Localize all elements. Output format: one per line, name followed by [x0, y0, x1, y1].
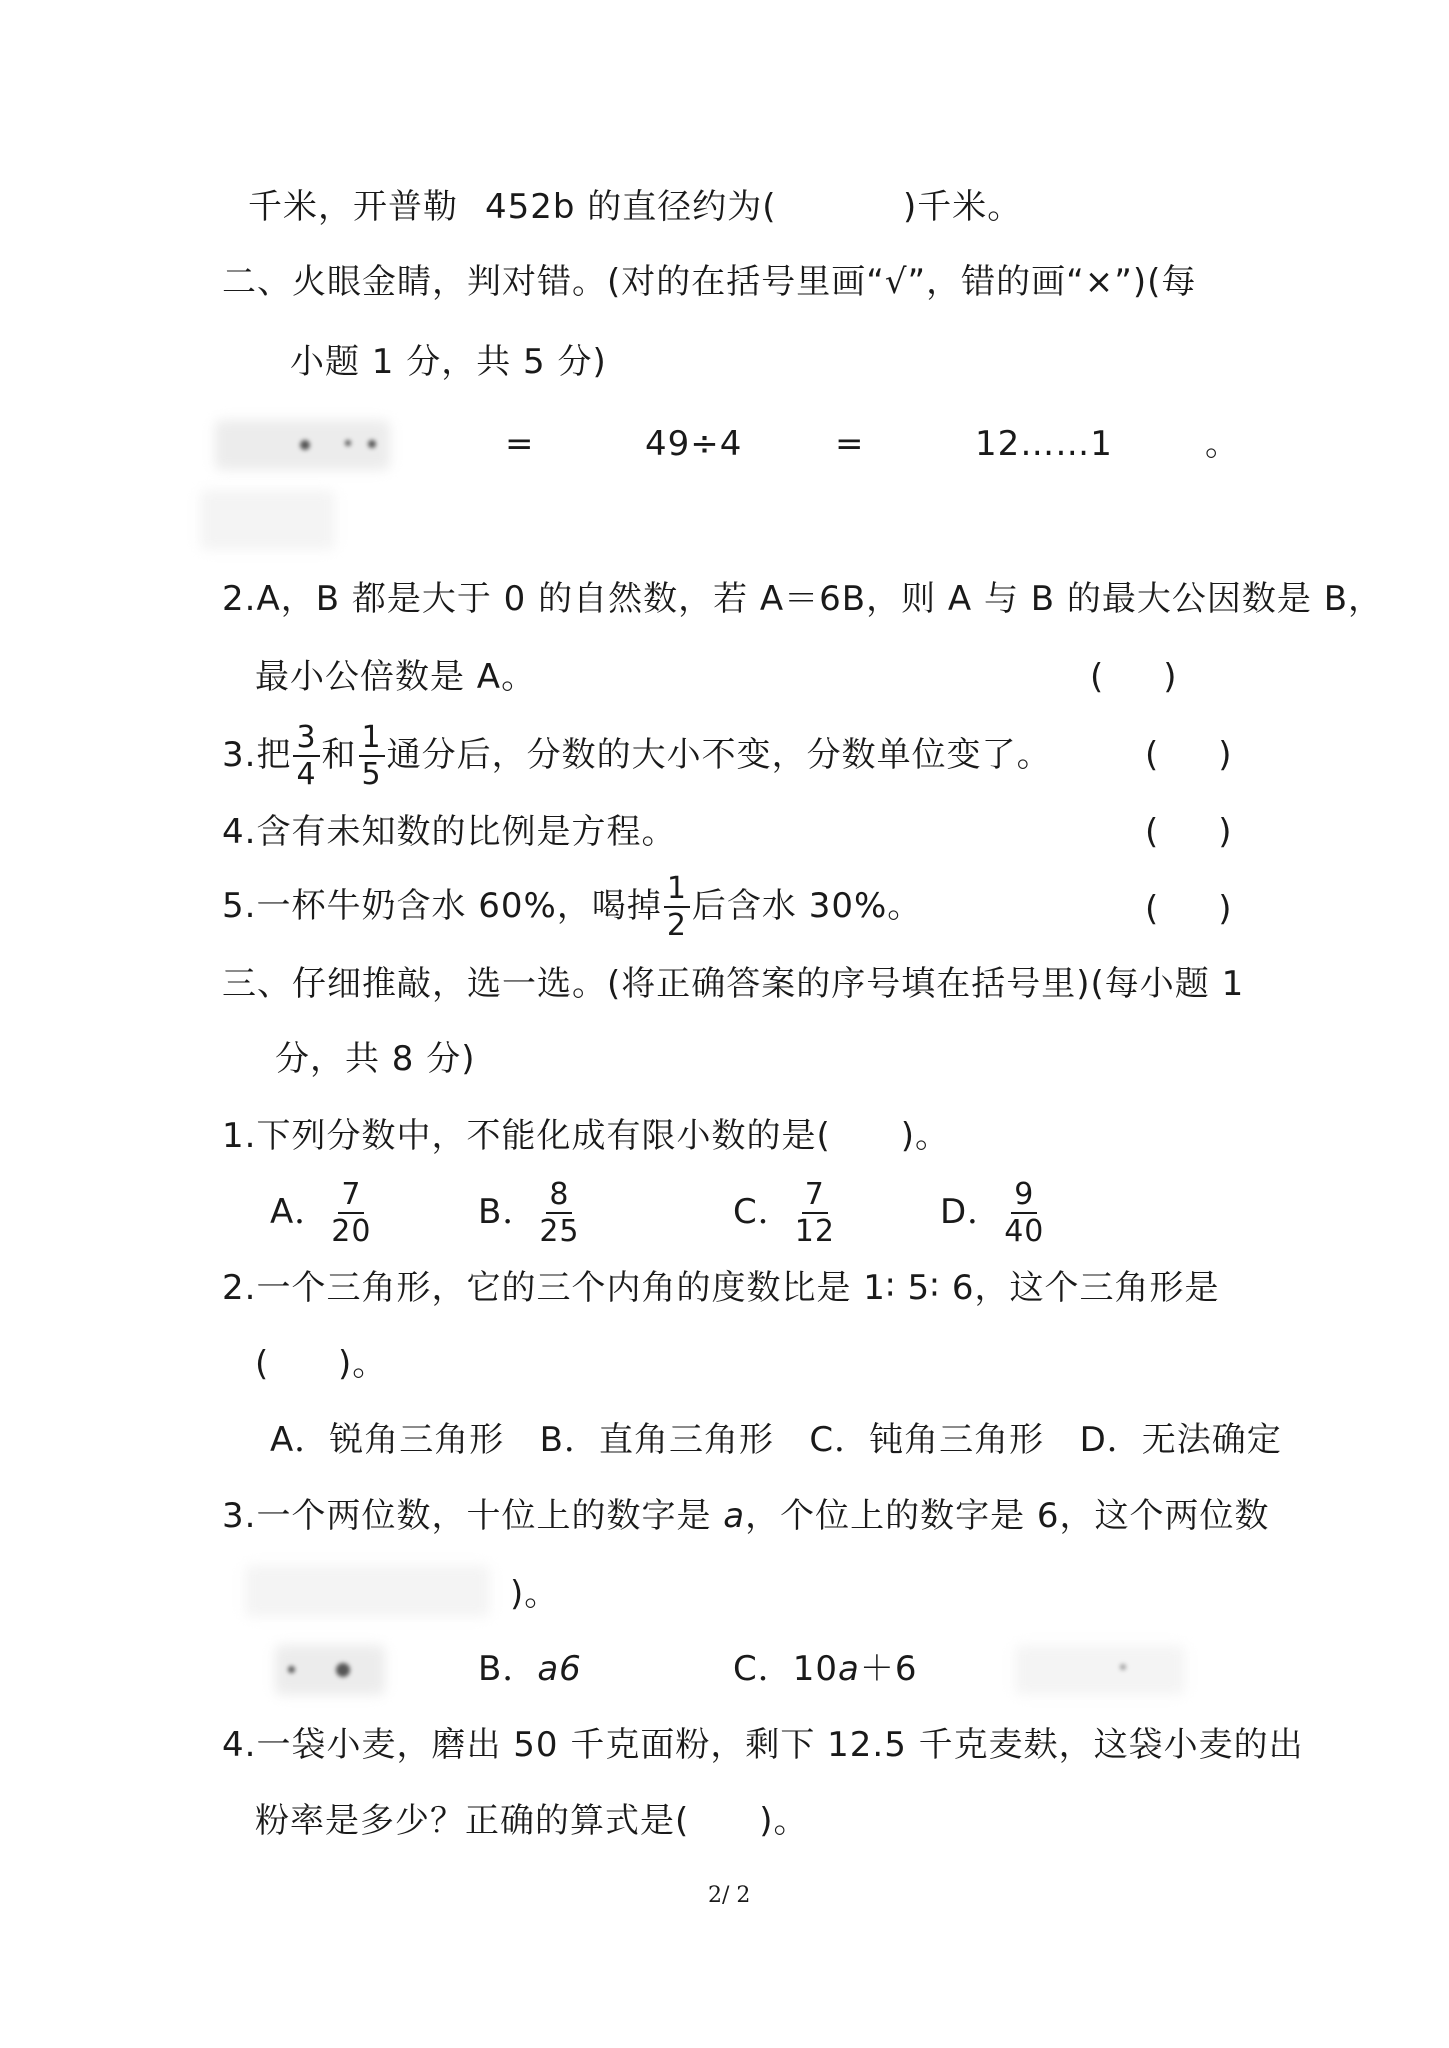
text-kepler-452b: 452b 的直径约为( [485, 187, 777, 227]
q3-post: 通分后，分数的大小不变，分数单位变了。 [386, 735, 1052, 775]
text-km-kepler: 千米，开普勒 [248, 187, 458, 227]
answer-paren-q4[interactable]: () [1145, 812, 1292, 852]
q5-line [222, 873, 922, 941]
mc1-question [222, 1112, 950, 1160]
blur-mark [288, 1666, 295, 1673]
mc3-option-c[interactable]: C．10a＋6 [733, 1649, 918, 1689]
fraction-1-5: $\frac{1}{5}$ [359, 723, 385, 790]
blur-mark [1120, 1664, 1126, 1670]
eq-equals-1: = [505, 424, 535, 464]
mc2-options[interactable]: A．锐角三角形 B．直角三角形 C．钝角三角形 D．无法确定 [270, 1420, 1282, 1460]
fraction-3-4: $\frac{3}{4}$ [293, 723, 319, 790]
section-3-subheading: 分，共 8 分) [275, 1039, 476, 1079]
answer-paren-q2[interactable]: () [1090, 657, 1237, 697]
text-km-end: )千米。 [903, 187, 1023, 227]
eq-period: 。 [1205, 424, 1240, 464]
answer-paren-q3[interactable]: () [1145, 735, 1292, 775]
answer-paren-q5[interactable]: () [1145, 889, 1292, 929]
mc3-line2: )。 [510, 1574, 560, 1614]
mc1-option-b[interactable]: B． $\frac{8}{25}$ [478, 1177, 580, 1249]
q3-mid: 和 [321, 735, 357, 775]
section-2-subheading: 小题 1 分，共 5 分) [290, 342, 607, 382]
mc2-line1: 2.一个三角形，它的三个内角的度数比是 1∶ 5∶ 6，这个三角形是 [222, 1268, 1220, 1308]
section-2-heading: 二、火眼金睛，判对错。(对的在括号里画“√”，错的画“×”)(每 [222, 262, 1197, 302]
blurred-option-d [1015, 1645, 1185, 1695]
fraction-1-2: $\frac{1}{2}$ [664, 874, 690, 941]
blur-mark [368, 440, 376, 448]
mc1-text: 1.下列分数中，不能化成有限小数的是( [222, 1116, 831, 1156]
mc2-paren-close: )。 [338, 1344, 388, 1384]
q5-post: 后含水 30%。 [691, 886, 923, 926]
q5-pre: 5.一杯牛奶含水 60%，喝掉 [222, 886, 662, 926]
q2-line2: 最小公倍数是 A。 [255, 657, 537, 697]
mc3-option-b[interactable]: B．a6 [478, 1649, 582, 1689]
var-a: a [723, 1496, 746, 1536]
blur-mark [300, 440, 310, 450]
blurred-region-q1-below [200, 490, 335, 550]
q2-line1: 2.A，B 都是大于 0 的自然数，若 A＝6B，则 A 与 B 的最大公因数是 B， [222, 579, 1384, 619]
mc1-option-a[interactable]: A． $\frac{7}{20}$ [270, 1177, 372, 1249]
q3-line [222, 722, 1052, 790]
mc4-line2: 粉率是多少？正确的算式是( )。 [255, 1801, 809, 1841]
section-3-heading: 三、仔细推敲，选一选。(将正确答案的序号填在括号里)(每小题 1 [222, 964, 1245, 1004]
q3-pre: 3.把 [222, 735, 292, 775]
mc1-option-c[interactable]: C． $\frac{7}{12}$ [733, 1177, 835, 1249]
eq-division: 49÷4 [645, 424, 743, 464]
mc4-line1: 4.一袋小麦，磨出 50 千克面粉，剩下 12.5 千克麦麸，这袋小麦的出 [222, 1725, 1304, 1765]
eq-result: 12……1 [975, 424, 1113, 464]
mc2-paren-open: ( [255, 1344, 270, 1384]
mc1-end: )。 [900, 1116, 950, 1156]
mc1-option-d[interactable]: D． $\frac{9}{40}$ [940, 1177, 1045, 1249]
blur-mark [345, 440, 351, 446]
blurred-region-mc3-line2 [245, 1565, 490, 1617]
eq-equals-2: = [835, 424, 865, 464]
mc3-line1: 3.一个两位数，十位上的数字是 a，个位上的数字是 6，这个两位数 [222, 1496, 1270, 1536]
blur-mark [336, 1663, 350, 1677]
page-number: 2/ 2 [708, 1883, 751, 1908]
q4-line: 4.含有未知数的比例是方程。 [222, 812, 677, 852]
